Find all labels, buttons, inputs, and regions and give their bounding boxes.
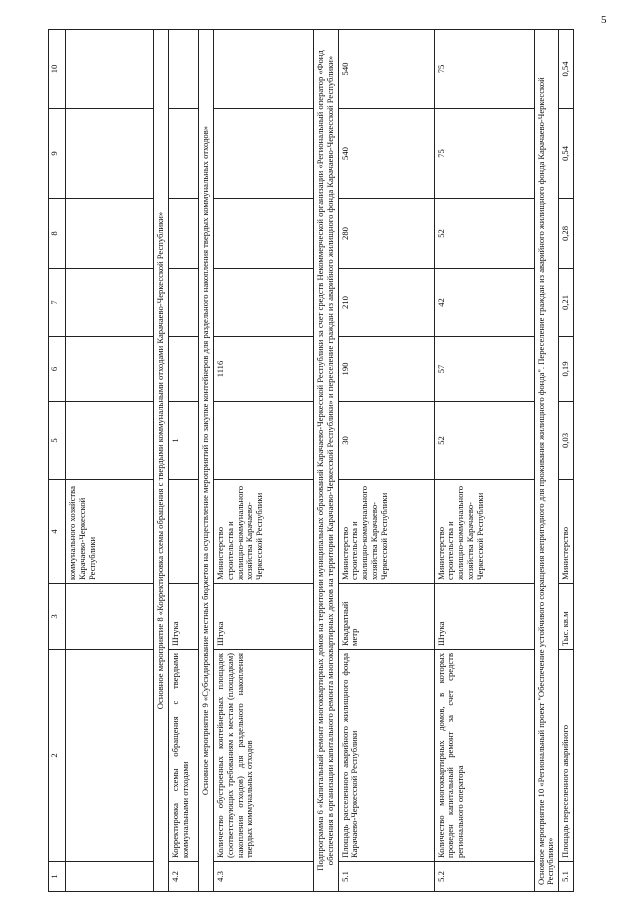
- indicator-name: Площадь переселенного аварийного: [559, 650, 574, 862]
- value-cell: [168, 337, 198, 402]
- header-cell: 10: [49, 30, 66, 109]
- ministry-cell: [168, 480, 198, 584]
- section-row: [154, 30, 169, 892]
- unit-cell: Штука: [168, 584, 198, 650]
- rotated-page: [48, 30, 608, 892]
- unit-cell: Тыс. кв.м: [559, 584, 574, 650]
- ministry-cell: Министерство строительства и жилищно-коммунального хозяйства Карачаево-Черкесской Республики: [338, 480, 434, 584]
- header-cell: 9: [49, 109, 66, 199]
- value-cell: [213, 199, 313, 269]
- value-cell: 540: [338, 109, 434, 199]
- header-cell: 6: [49, 337, 66, 402]
- section-title: Основное мероприятие 10 «Региональный проект "Обеспечение устойчивого сокращения непригодного для проживания жилищного фонда". Переселение граждан из аварийного жилищного фонда Карачаево-Черкесской Республики»: [534, 30, 559, 892]
- indicator-name: Корректировка схемы обращения с твердыми коммунальными отходами: [168, 650, 198, 862]
- value-cell: [213, 30, 313, 109]
- row-number: 4.2: [168, 862, 198, 892]
- value-cell: 280: [338, 199, 434, 269]
- ministry-cell: Министерство: [559, 480, 574, 584]
- value-cell: 540: [338, 30, 434, 109]
- indicators-table: [48, 29, 574, 892]
- value-cell: 0,21: [559, 269, 574, 337]
- ministry-cell: Министерство строительства и жилищно-коммунального хозяйства Карачаево-Черкесской Республики: [434, 480, 534, 584]
- indicator-name: Количество обустроенных контейнерных площадок (соответствующих требованиям к местам (площадкам) накопления отходов) для раздельного накопления твердых коммунальных отходов: [213, 650, 313, 862]
- page-number: 5: [601, 14, 607, 26]
- value-cell: 0,19: [559, 337, 574, 402]
- section-row: [198, 30, 213, 892]
- table-row: [213, 30, 313, 892]
- row-number: 5.1: [559, 862, 574, 892]
- indicator-name: Площадь расселенного аварийного жилищного фонда Карачаево-Черкесской Республики: [338, 650, 434, 862]
- header-cell: 3: [49, 584, 66, 650]
- value-cell: 0,03: [559, 402, 574, 480]
- section-title: Основное мероприятие 8 «Корректировка схемы обращения с твердыми коммунальными отходами Карачаево-Черкесской Республики»: [154, 30, 169, 892]
- section-title: Основное мероприятие 9 «Субсидирование местных бюджетов на осуществление мероприятий по закупке контейнеров для раздельного накопления твердых коммунальных отходов»: [198, 30, 213, 892]
- value-cell: 1116: [213, 337, 313, 402]
- table-row: [338, 30, 434, 892]
- value-cell: 42: [434, 269, 534, 337]
- ministry-cell: Министерство строительства и жилищно-коммунального хозяйства Карачаево-Черкесской Республики: [213, 480, 313, 584]
- header-cell: 1: [49, 862, 66, 892]
- unit-cell: Штука: [213, 584, 313, 650]
- rotated-table-wrapper: [48, 30, 608, 892]
- value-cell: 52: [434, 199, 534, 269]
- value-cell: 210: [338, 269, 434, 337]
- header-cell: 5: [49, 402, 66, 480]
- value-cell: 75: [434, 30, 534, 109]
- header-cell: 7: [49, 269, 66, 337]
- header-cell: 8: [49, 199, 66, 269]
- indicator-name: Количество многоквартирных домов, в которых проведен капитальный ремонт за счет средств регионального оператора: [434, 650, 534, 862]
- value-cell: 75: [434, 109, 534, 199]
- value-cell: [213, 402, 313, 480]
- row-number: 5.1: [338, 862, 434, 892]
- unit-cell: Штука: [434, 584, 534, 650]
- value-cell: 0,54: [559, 109, 574, 199]
- row-number: 5.2: [434, 862, 534, 892]
- value-cell: 190: [338, 337, 434, 402]
- table-row: [168, 30, 198, 892]
- ministry-cell: коммунального хозяйства Карачаево-Черкесской Республики: [66, 480, 154, 584]
- value-cell: [168, 199, 198, 269]
- row-number: 4.3: [213, 862, 313, 892]
- section-row: [534, 30, 559, 892]
- value-cell: 57: [434, 337, 534, 402]
- header-row: [49, 30, 66, 892]
- value-cell: [213, 269, 313, 337]
- header-cell: 4: [49, 480, 66, 584]
- value-cell: 52: [434, 402, 534, 480]
- value-cell: [168, 269, 198, 337]
- header-cell: 2: [49, 650, 66, 862]
- table-row: [66, 30, 154, 892]
- value-cell: [213, 109, 313, 199]
- section-title: Подпрограмма 6 «Капитальный ремонт многоквартирных домов на территории муниципальных образований Карачаево-Черкесской Республики за счет средств Некоммерческой организации «Региональный оператор «Фонд обеспечения в организации капитального ремонта многоквартирных домов на территории Карачаево-Черкесской Республики» и переселение граждан из аварийного жилищного фонда Карачаево-Черкесской Республики»: [313, 30, 338, 892]
- table-row: [559, 30, 574, 892]
- value-cell: 30: [338, 402, 434, 480]
- value-cell: 0,54: [559, 30, 574, 109]
- value-cell: [168, 109, 198, 199]
- value-cell: [168, 30, 198, 109]
- unit-cell: Квадратный метр: [338, 584, 434, 650]
- section-row: [313, 30, 338, 892]
- value-cell: 1: [168, 402, 198, 480]
- table-row: [434, 30, 534, 892]
- value-cell: 0,28: [559, 199, 574, 269]
